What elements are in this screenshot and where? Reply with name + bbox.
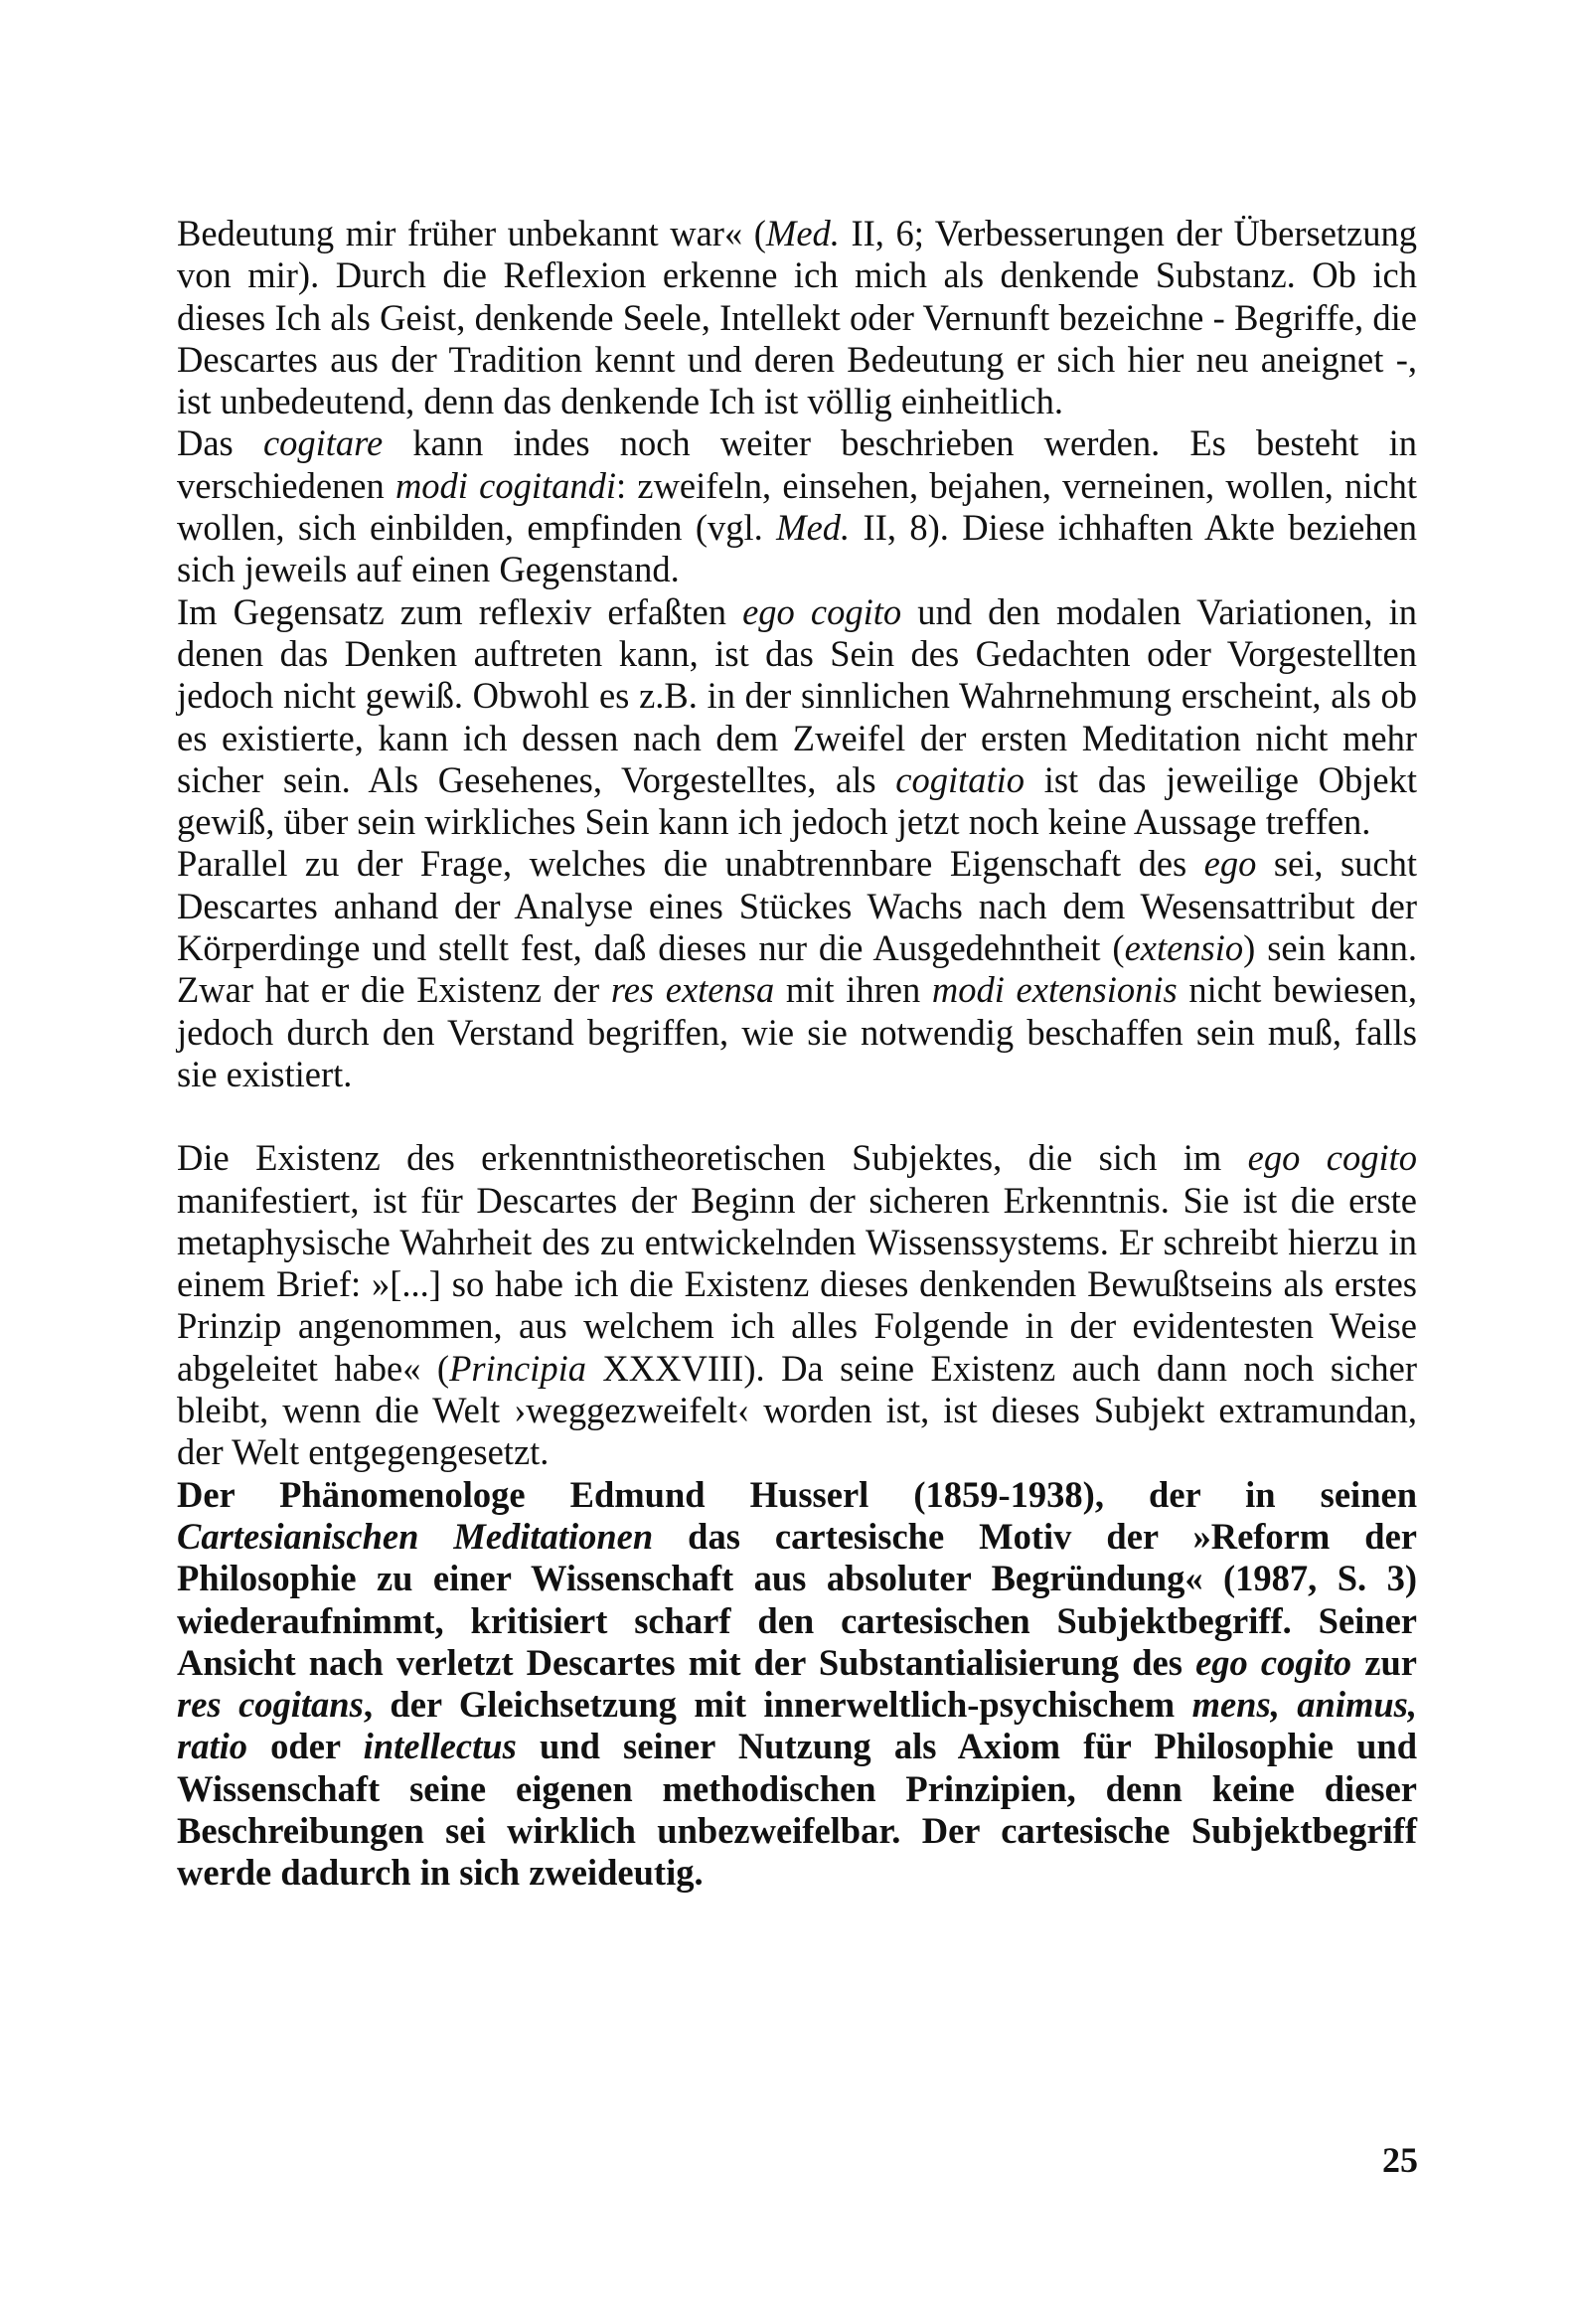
text-segment: , der Gleichsetzung mit innerweltlich-psychischem <box>363 1684 1192 1726</box>
text-segment: kann indes noch weiter beschrieben werden. Es besteht in verschiedenen <box>177 422 1418 506</box>
italic-term: Med. <box>765 213 840 253</box>
text-segment: Parallel zu der Frage, welches die unabtrennbare Eigenschaft des <box>177 843 1204 885</box>
paragraph-p5 <box>177 1137 1417 1473</box>
italic-term: ego cogito <box>742 590 902 632</box>
text-segment: Bedeutung mir früher unbekannt war« ( <box>177 213 766 253</box>
text-segment: nicht bewiesen, jedoch durch den Verstand begriffen, wie sie notwendig beschaffen sein muß, falls sie existiert. <box>177 969 1417 1094</box>
italic-term: modi cogitandi <box>394 464 617 506</box>
italic-term: cogitare <box>262 422 384 464</box>
italic-term: modi extensionis <box>931 969 1178 1011</box>
italic-term: ego cogito <box>1195 1641 1352 1683</box>
italic-term: extensio <box>1124 927 1244 969</box>
text-segment: oder <box>247 1726 364 1767</box>
text-segment: II, 8). Diese ichhaften Akte beziehen sich jeweils auf einen Gegenstand. <box>177 507 1417 590</box>
paragraph-p6 <box>177 1474 1417 1895</box>
text-segment: mit ihren <box>774 969 932 1011</box>
text-segment: manifestiert, ist für Descartes der Beginn der sicheren Erkenntnis. Sie ist die erste metaphysische Wahrheit des zu entwickelnden Wissenssystems. Er schreibt hierzu in einem Brief: »[...] so habe ich die Existenz dieses denkenden Bewußtseins als erstes Prinzip angenommen, aus welchem ich alles Folgende in der evidentesten Weise abgeleitet habe« ( <box>177 1179 1417 1389</box>
text-segment: und seiner Nutzung als Axiom für Philosophie und Wissenschaft seine eigenen methodischen Prinzipien, denn keine dieser Beschreibungen sei wirklich unbezweifelbar. Der cartesische Subjektbegriff werde dadurch in sich zweideutig. <box>177 1726 1417 1894</box>
italic-term: ego cogito <box>1247 1137 1417 1179</box>
text-segment: Der Phänomenologe Edmund Husserl (1859-1938), der in seinen <box>177 1473 1417 1515</box>
text-segment: XXXVIII). Da seine Existenz auch dann noch sicher bleibt, wenn die Welt ›weggezweifelt‹ worden ist, ist dieses Subjekt extramundan, der Welt entgegengesetzt. <box>177 1347 1418 1473</box>
text-segment: Das <box>177 422 263 464</box>
text-segment: zur <box>1351 1641 1418 1683</box>
italic-term: res cogitans <box>177 1684 364 1726</box>
italic-term: cogitatio <box>895 758 1025 800</box>
italic-term: Cartesianischen Meditationen <box>177 1515 654 1557</box>
text-segment: sei, sucht Descartes anhand der Analyse eines Stückes Wachs nach dem Wesensattribut der Körperdinge und stellt fest, daß dieses nur die Ausgedehntheit ( <box>177 843 1417 969</box>
italic-term: mens, animus, ratio <box>177 1684 1417 1767</box>
italic-term: intellectus <box>363 1726 517 1767</box>
text-segment: Im Gegensatz zum reflexiv erfaßten <box>177 590 743 632</box>
paragraph-p2 <box>177 422 1417 590</box>
paragraph-p3 <box>177 591 1417 844</box>
body-text <box>177 213 1417 1895</box>
text-segment: das cartesische Motiv der »Reform der Philosophie zu einer Wissenschaft aus absoluter Begründung« (1987, S. 3) wiederaufnimmt, kritisiert scharf den cartesischen Subjektbegriff. Seiner Ansicht nach verletzt Descartes mit der Substantialisierung des <box>177 1515 1417 1683</box>
page-number: 25 <box>1382 2140 1418 2180</box>
text-segment: ist das jeweilige Objekt gewiß, über sein wirkliches Sein kann ich jedoch jetzt noch keine Aussage treffen. <box>177 758 1417 843</box>
paragraph-p1 <box>177 213 1417 422</box>
italic-term: ego <box>1203 843 1257 885</box>
italic-term: Med. <box>776 507 851 549</box>
text-segment: Die Existenz des erkenntnistheoretischen Subjektes, die sich im <box>177 1137 1248 1179</box>
italic-term: res extensa <box>610 969 775 1011</box>
text-segment: und den modalen Variationen, in denen das Denken auftreten kann, ist das Sein des Gedachten oder Vorgestellten jedoch nicht gewiß. Obwohl es z.B. in der sinnlichen Wahrnehmung erscheint, als ob es existierte, kann ich dessen nach dem Zweifel der ersten Meditation nicht mehr sicher sein. Als Gesehenes, Vorgestelltes, als <box>177 590 1418 800</box>
italic-term: Principia <box>449 1347 586 1389</box>
paragraph-p4 <box>177 843 1417 1095</box>
text-segment: ) sein kann. Zwar hat er die Existenz der <box>177 927 1417 1011</box>
text-segment: : zweifeln, einsehen, bejahen, verneinen, wollen, nicht wollen, sich einbilden, empfinden (vgl. <box>177 464 1418 549</box>
text-segment: II, 6; Verbesserungen der Übersetzung von mir). Durch die Reflexion erkenne ich mich als denkende Substanz. Ob ich dieses Ich als Geist, denkende Seele, Intellekt oder Vernunft bezeichne - Begriffe, die Descartes aus der Tradition kennt und deren Bedeutung er sich hier neu aneignet -, ist unbedeutend, denn das denkende Ich ist völlig einheitlich. <box>177 213 1417 422</box>
